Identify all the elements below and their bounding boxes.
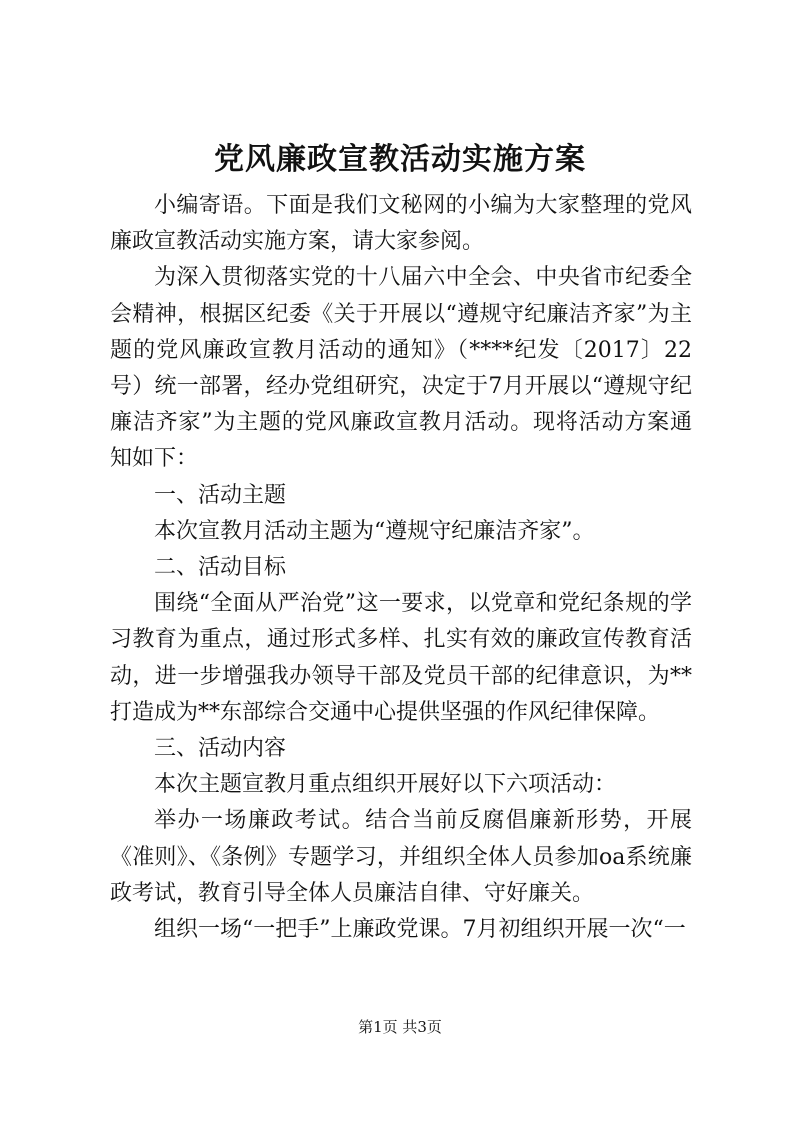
section-heading-goal: 二、活动目标 bbox=[154, 555, 287, 581]
activity-exam-paragraph: 举办一场廉政考试。结合当前反腐倡廉新形势，开展《准则》、《条例》专题学习，并组织全体人员参加oa系统廉政考试，教育引导全体人员廉洁自律、守好廉关。 bbox=[110, 808, 692, 906]
goal-paragraph: 围绕“全面从严治党”这一要求，以党章和党纪条规的学习教育为重点，通过形式多样、扎实有效的廉政宣传教育活动，进一步增强我办领导干部及党员干部的纪律意识，为**打造成为**东部综合交通中心提供坚强的作风纪律保障。 bbox=[110, 591, 692, 725]
intro-paragraph: 小编寄语。下面是我们文秘网的小编为大家整理的党风廉政宣教活动实施方案，请大家参阅。 bbox=[110, 193, 692, 255]
page-number-footer: 第1页 共3页 bbox=[358, 1018, 442, 1036]
background-paragraph: 为深入贯彻落实党的十八届六中全会、中央省市纪委全会精神，根据区纪委《关于开展以“遵规守纪廉洁齐家”为主题的党风廉政宣教月活动的通知》（****纪发〔2017〕22号）统一部署，经办党组研究，决定于7月开展以“遵规守纪廉洁齐家”为主题的党风廉政宣教月活动。现将活动方案通知如下： bbox=[110, 265, 692, 472]
theme-paragraph: 本次宣教月活动主题为“遵规守纪廉洁齐家”。 bbox=[154, 518, 595, 544]
content-intro-paragraph: 本次主题宣教月重点组织开展好以下六项活动： bbox=[154, 772, 617, 798]
document-body bbox=[110, 188, 692, 948]
activity-lecture-paragraph: 组织一场“一把手”上廉政党课。7月初组织开展一次“一 bbox=[154, 917, 686, 943]
section-heading-content: 三、活动内容 bbox=[154, 736, 287, 762]
document-title: 党风廉政宣教活动实施方案 bbox=[214, 142, 586, 177]
section-heading-theme: 一、活动主题 bbox=[154, 482, 287, 508]
